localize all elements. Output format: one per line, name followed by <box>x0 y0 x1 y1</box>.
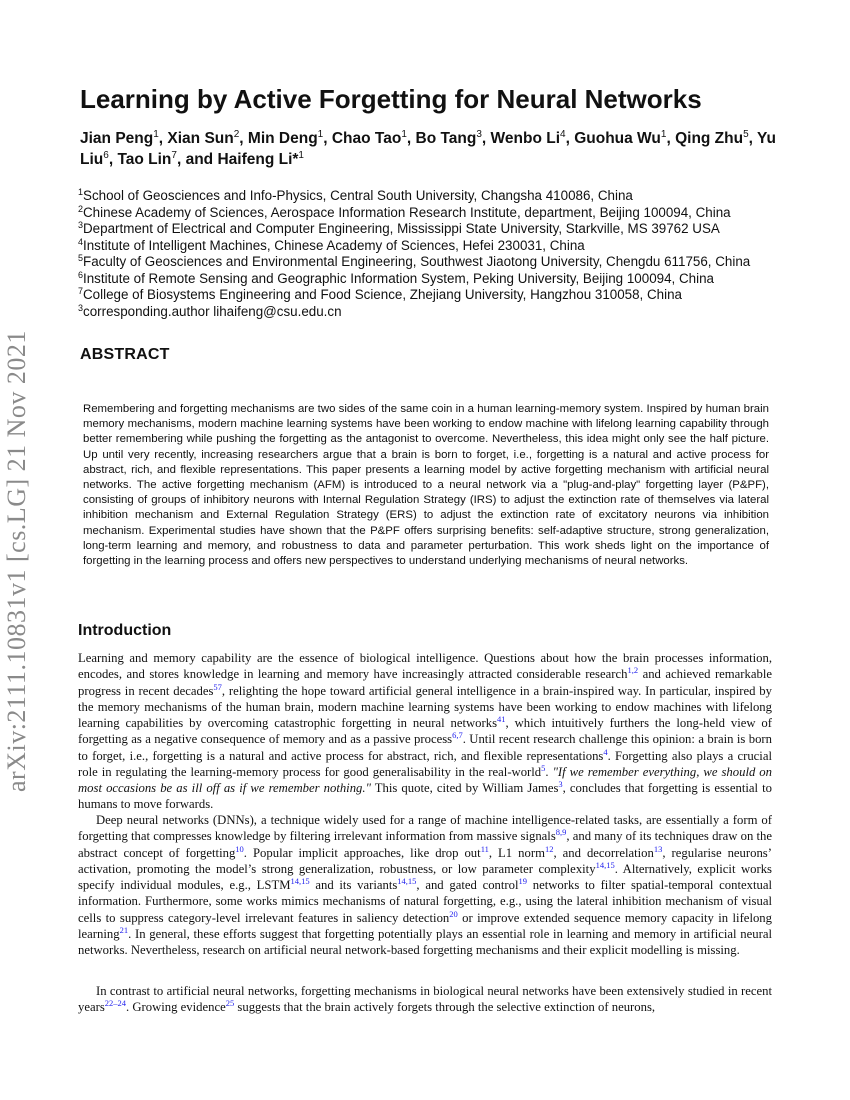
affiliation-text: Institute of Remote Sensing and Geographic Information System, Peking University, Beijing 100094, China <box>83 270 714 286</box>
affiliation-number: 7 <box>78 286 84 296</box>
citation-link[interactable]: 14,15 <box>595 859 615 870</box>
paragraph-text: , L1 norm <box>488 845 545 860</box>
paragraph-text: . Growing evidence <box>126 1000 226 1015</box>
citation-link[interactable]: 11 <box>480 843 489 854</box>
citation-link[interactable]: 13 <box>653 843 663 854</box>
citation-link[interactable]: 19 <box>518 876 528 886</box>
author-affiliation-marker: 3 <box>476 129 482 140</box>
affiliation-number: 5 <box>78 253 84 263</box>
citation-link[interactable]: 57 <box>213 681 222 692</box>
paragraph-text: , concludes that forgetting is essential to humans to move forwards. <box>78 781 772 812</box>
author-affiliation-marker: 1 <box>401 129 407 140</box>
paragraph-text: . Forgetting also plays a crucial role in regulating the learning-memory process for good generalisability in the real-world <box>78 748 772 779</box>
affiliation-text: School of Geosciences and Info-Physics, Central South University, Changsha 410086, China <box>83 188 633 203</box>
citation-link[interactable]: 8,9 <box>555 827 567 838</box>
paragraph-text: and its variants <box>309 878 398 892</box>
paragraph-text: , and gated control <box>416 878 519 892</box>
citation-link[interactable]: 22–24 <box>104 998 127 1009</box>
paragraph-text: suggests that the brain actively forgets through the selective extinction of neurons, <box>234 1000 656 1015</box>
abstract-heading: ABSTRACT <box>80 346 170 363</box>
paragraph-text: , regularise neurons’ activation, promoting the model’s strong generalization, robustness, or low parameter complexity <box>78 845 772 876</box>
affiliation-item <box>78 287 750 304</box>
author-affiliation-marker: 1 <box>153 129 159 140</box>
paragraph-text: , and many of its techniques draw on the abstract concept of forgetting <box>78 829 773 860</box>
affiliation-text: Department of Electrical and Computer Engineering, Mississippi State University, Starkville, MS 39762 USA <box>83 221 720 236</box>
citation-link[interactable]: 1,2 <box>627 665 639 676</box>
paragraph-text: Deep neural networks (DNNs), a technique widely used for a range of machine intelligence-related tasks, are essentially a form of forgetting that compresses knowledge by filtering irrelevant information from massive signals <box>78 813 772 844</box>
citation-link[interactable]: 5 <box>541 762 546 773</box>
author-name: Tao Lin <box>117 151 172 168</box>
author-name: and Haifeng Li* <box>185 151 299 168</box>
author-name: Wenbo Li <box>490 130 561 147</box>
affiliation-number: 6 <box>78 269 84 280</box>
author-affiliation-marker: 1 <box>298 150 304 161</box>
citation-link[interactable]: 25 <box>225 998 235 1009</box>
affiliation-text: Faculty of Geosciences and Environmental Engineering, Southwest Jiaotong University, Chengdu 611756, China <box>83 254 751 269</box>
author-affiliation-marker: 1 <box>660 129 667 140</box>
paragraph-text: , relighting the hope toward artificial general intelligence in a brain-inspired way. In particular, inspired by the memory mechanisms of the human brain, modern machine learning systems have been working to endow machines with lifelong learning capabilities by overcoming catastrophic forgetting in neural networks <box>78 683 772 730</box>
affiliation-number: 1 <box>78 187 84 197</box>
citation-link[interactable]: 14,15 <box>397 876 417 886</box>
citation-link[interactable]: 14,15 <box>290 876 310 886</box>
affiliation-number: 4 <box>78 236 84 247</box>
affiliation-item <box>78 221 750 238</box>
introduction-paragraph <box>78 650 772 813</box>
affiliation-number: 2 <box>78 203 84 214</box>
author-list: Jian Peng$^1$, Xian Sun$^2$, Min Deng$^1$, Chao Tao$^1$, Bo Tang$^3$, Wenbo Li$^4$, Guohua Wu$^1$, Qing Zhu$^5$, Yu Liu$^6$, Tao Lin$^7$, and Haifeng Li*$^1$ <box>80 129 776 168</box>
affiliation-item <box>78 271 750 288</box>
citation-link[interactable]: 10 <box>235 843 244 854</box>
affiliation-item <box>78 304 750 321</box>
affiliation-item <box>78 254 750 271</box>
affiliation-item <box>78 188 750 205</box>
citation-link[interactable]: 4 <box>603 746 608 757</box>
author-name: Jian Peng <box>80 130 154 147</box>
citation-link[interactable]: 21 <box>119 924 129 935</box>
citation-link[interactable]: 12 <box>544 843 554 854</box>
introduction-heading: Introduction <box>78 622 172 639</box>
author-name: Qing Zhu <box>675 130 744 147</box>
paragraph-text: . Popular implicit approaches, like drop out <box>243 845 481 860</box>
arxiv-identifier-stamp: arXiv:2111.10831v1 [cs.LG] 21 Nov 2021 <box>2 330 31 792</box>
affiliation-text: corresponding.author lihaifeng@csu.edu.cn <box>83 303 342 319</box>
quotation-text: "If we remember everything, we should on most occasions be as ill off as if we remember nothing." <box>78 764 772 795</box>
author-affiliation-marker: 7 <box>171 150 177 161</box>
introduction-paragraph <box>78 812 772 958</box>
citation-link[interactable]: 3 <box>558 779 563 789</box>
paragraph-text: or improve extended sequence memory capacity in lifelong learning <box>78 910 772 941</box>
author-affiliation-marker: 2 <box>233 129 240 140</box>
affiliation-number: 3 <box>78 302 84 313</box>
affiliation-number: 3 <box>78 220 84 230</box>
author-name: Min Deng <box>247 130 318 147</box>
paragraph-text: , which intuitively furthers the long-held view of forgetting as a negative consequence of memory and as a passive process <box>78 716 772 747</box>
paragraph-text: Learning and memory capability are the essence of biological intelligence. Questions about how the brain processes information, encodes, and stores knowledge in learning and memory have increasingly attracted considerable research <box>78 651 772 682</box>
abstract-text: Remembering and forgetting mechanisms are two sides of the same coin in a human learning-memory system. Inspired by human brain memory mechanisms, modern machine learning systems have been working to endow machine with lifelong learning capability through better remembering while pushing the forgetting as the antagonist to overcome. Nevertheless, this idea might only see the half picture. Up until very recently, increasing researchers argue that a brain is born to forget, i.e., forgetting is a natural and active process for abstract, rich, and flexible representations. This paper presents a learning model by active forgetting mechanism with artificial neural networks. The active forgetting mechanism (AFM) is introduced to a neural network via a "plug-and-play" forgetting layer (P&PF), consisting of groups of inhibitory neurons with Internal Regulation Strategy (IRS) to adjust the extinction rate of themselves via lateral inhibition mechanism and External Regulation Strategy (ERS) to adjust the extinction rate of excitatory neurons via inhibition mechanism. Experimental studies have shown that the P&PF offers surprising benefits: self-adaptive structure, strong generalization, long-term learning and memory, and robustness to data and parameter perturbation. This work sheds light on the importance of forgetting in the learning process and offers new perspectives to understand underlying mechanisms of neural networks. <box>83 403 769 568</box>
paragraph-text: . In general, these efforts suggest that forgetting potentially plays an essential role in learning and memory in artificial neural networks. Nevertheless, research on artificial neural network-based forgetting mechanisms and their explicit modelling is missing. <box>78 926 772 957</box>
paragraph-text: networks to filter spatial-temporal contextual information. Furthermore, some works mimics mechanisms of natural forgetting, e.g., using the lateral inhibition mechanism of visual cells to suppress category-level irrelevant features in saliency detection <box>78 878 772 925</box>
author-name: Chao Tao <box>331 130 402 147</box>
author-name: Guohua Wu <box>574 130 661 147</box>
paragraph-text: This quote, cited by William James <box>370 781 559 795</box>
affiliation-item <box>78 205 750 222</box>
citation-link[interactable]: 41 <box>497 714 506 724</box>
author-name: Yu Liu <box>80 130 776 168</box>
affiliation-text: College of Biosystems Engineering and Food Science, Zhejiang University, Hangzhou 310058, China <box>83 287 682 302</box>
paragraph-text: . <box>545 764 553 779</box>
author-name: Bo Tang <box>415 130 477 147</box>
affiliation-item <box>78 238 750 255</box>
affiliation-list <box>78 188 750 320</box>
introduction-paragraph <box>78 983 772 1016</box>
paragraph-text: In contrast to artificial neural networks, forgetting mechanisms in biological neural networks have been extensively studied in recent years <box>78 984 772 1015</box>
paragraph-text: , and decorrelation <box>553 845 654 860</box>
citation-link[interactable]: 6,7 <box>452 730 463 741</box>
affiliation-text: Institute of Intelligent Machines, Chinese Academy of Sciences, Hefei 230031, China <box>83 237 585 253</box>
author-affiliation-marker: 6 <box>103 150 109 161</box>
paragraph-text: . Alternatively, explicit works specify individual modules, e.g., LSTM <box>78 861 772 892</box>
paragraph-text: . Until recent research challenge this opinion: a brain is born to forget, i.e., forgetting is a natural and active process for abstract, rich, and flexible representations <box>78 732 772 763</box>
paragraph-text: and achieved remarkable progress in recent decades <box>78 667 773 698</box>
author-affiliation-marker: 1 <box>317 129 324 140</box>
paper-title: Learning by Active Forgetting for Neural Networks <box>80 84 702 114</box>
affiliation-text: Chinese Academy of Sciences, Aerospace Information Research Institute, department, Beijing 100094, China <box>83 204 731 220</box>
citation-link[interactable]: 20 <box>449 908 458 919</box>
author-affiliation-marker: 4 <box>560 129 566 140</box>
author-name: Xian Sun <box>167 130 234 147</box>
author-affiliation-marker: 5 <box>743 129 749 140</box>
